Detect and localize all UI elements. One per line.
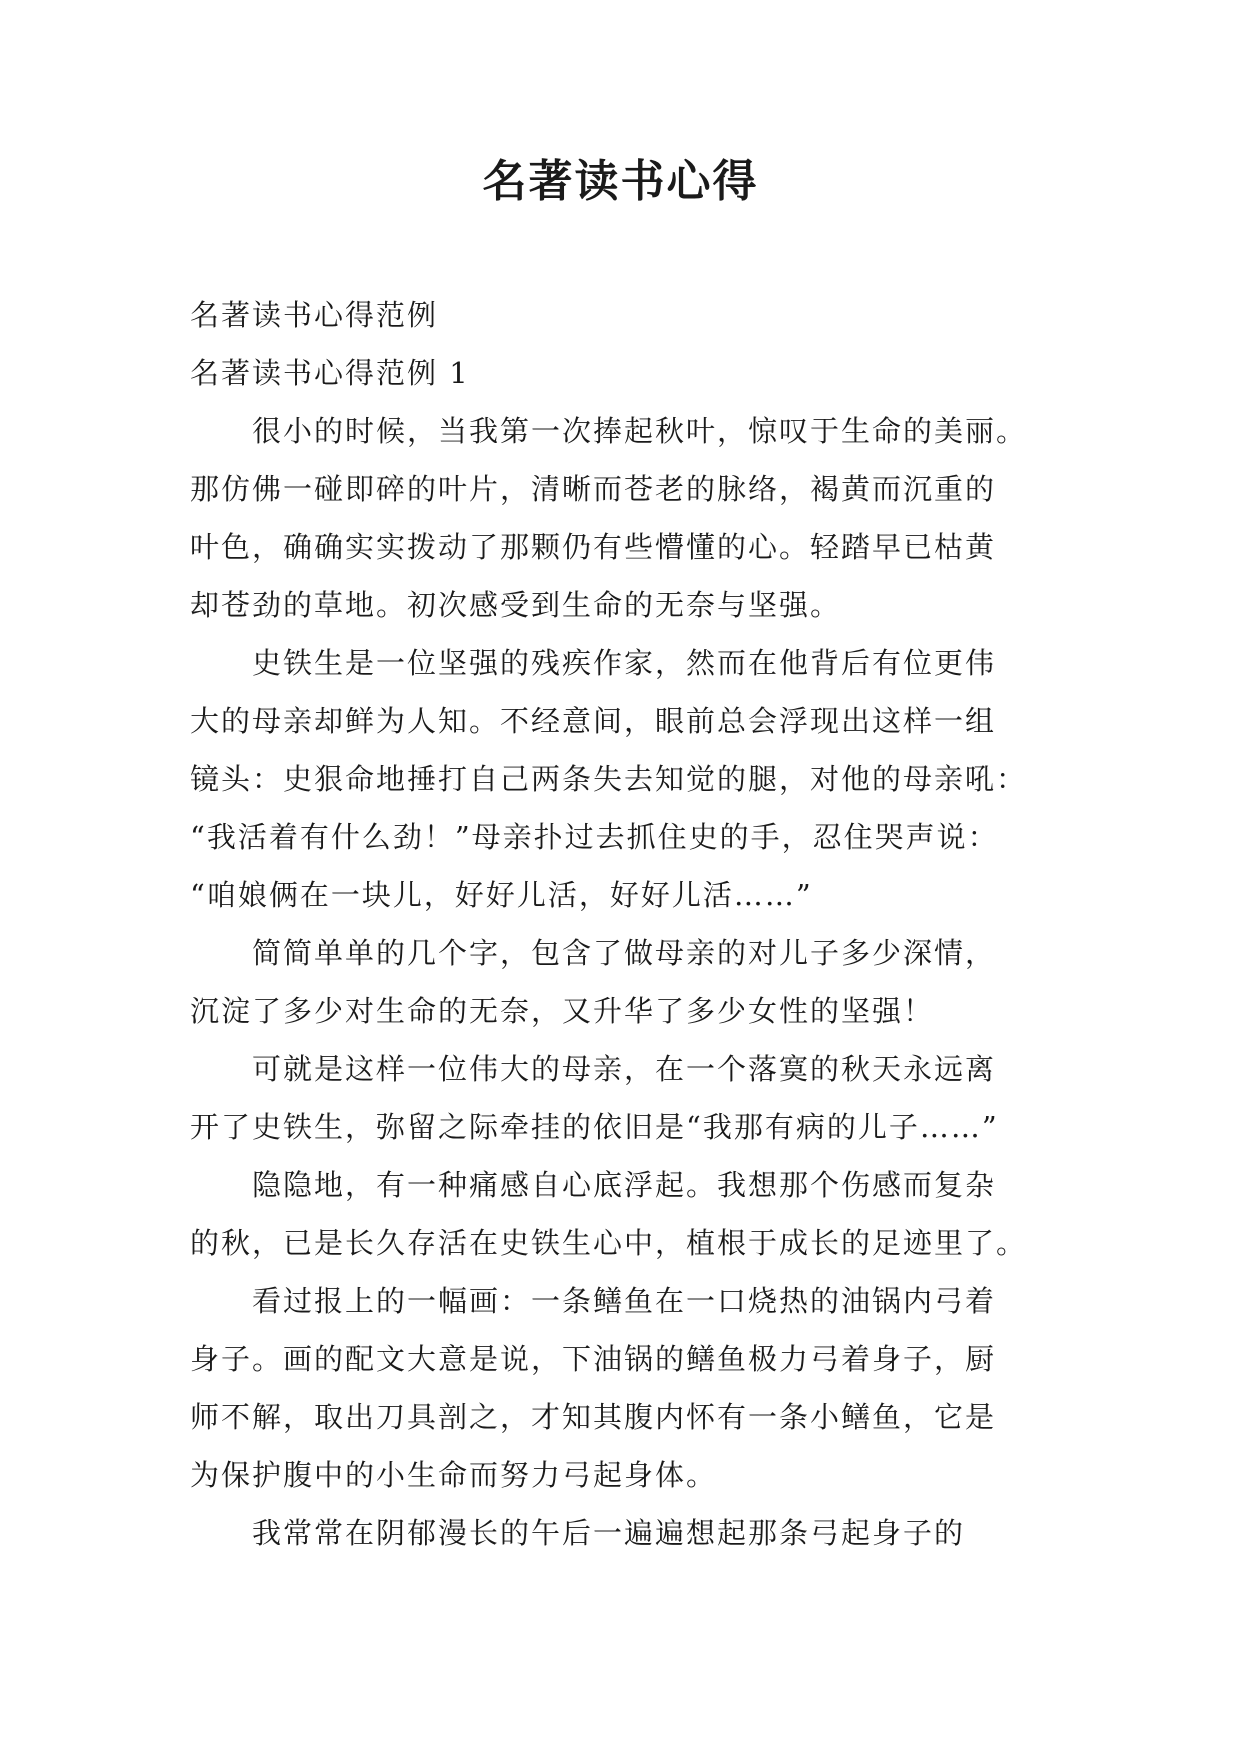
text-line: 镜头：史狠命地捶打自己两条失去知觉的腿，对他的母亲吼： bbox=[190, 762, 1028, 796]
text-line: “咱娘俩在一块儿，好好儿活，好好儿活……” bbox=[190, 878, 813, 912]
document-title: 名著读书心得 bbox=[482, 156, 759, 207]
text-line: 沉淀了多少对生命的无奈，又升华了多少女性的坚强！ bbox=[190, 994, 935, 1028]
text-line: 师不解，取出刀具剖之，才知其腹内怀有一条小鳝鱼，它是 bbox=[190, 1400, 997, 1434]
text-line: 名著读书心得范例 1 bbox=[190, 356, 470, 390]
text-line: 简简单单的几个字，包含了做母亲的对儿子多少深情， bbox=[252, 936, 997, 970]
text-line: 看过报上的一幅画：一条鳝鱼在一口烧热的油锅内弓着 bbox=[252, 1284, 997, 1318]
text-line: “我活着有什么劲！”母亲扑过去抓住史的手，忍住哭声说： bbox=[190, 820, 999, 854]
text-line: 的秋，已是长久存活在史铁生心中，植根于成长的足迹里了。 bbox=[190, 1226, 1028, 1260]
text-line: 可就是这样一位伟大的母亲，在一个落寞的秋天永远离 bbox=[252, 1052, 997, 1086]
text-line: 那仿佛一碰即碎的叶片，清晰而苍老的脉络，褐黄而沉重的 bbox=[190, 472, 997, 506]
text-line: 却苍劲的草地。初次感受到生命的无奈与坚强。 bbox=[190, 588, 842, 622]
text-line: 开了史铁生，弥留之际牵挂的依旧是“我那有病的儿子……” bbox=[190, 1110, 999, 1144]
text-line: 隐隐地，有一种痛感自心底浮起。我想那个伤感而复杂 bbox=[252, 1168, 997, 1202]
text-line: 史铁生是一位坚强的残疾作家，然而在他背后有位更伟 bbox=[252, 646, 997, 680]
text-line: 名著读书心得范例 bbox=[190, 298, 439, 332]
text-line: 我常常在阴郁漫长的午后一遍遍想起那条弓起身子的 bbox=[252, 1516, 966, 1550]
text-line: 为保护腹中的小生命而努力弓起身体。 bbox=[190, 1458, 718, 1492]
text-line: 很小的时候，当我第一次捧起秋叶，惊叹于生命的美丽。 bbox=[252, 414, 1028, 448]
text-line: 叶色，确确实实拨动了那颗仍有些懵懂的心。轻踏早已枯黄 bbox=[190, 530, 997, 564]
document-body bbox=[190, 286, 1070, 1562]
text-line: 身子。画的配文大意是说，下油锅的鳝鱼极力弓着身子，厨 bbox=[190, 1342, 997, 1376]
text-line: 大的母亲却鲜为人知。不经意间，眼前总会浮现出这样一组 bbox=[190, 704, 997, 738]
